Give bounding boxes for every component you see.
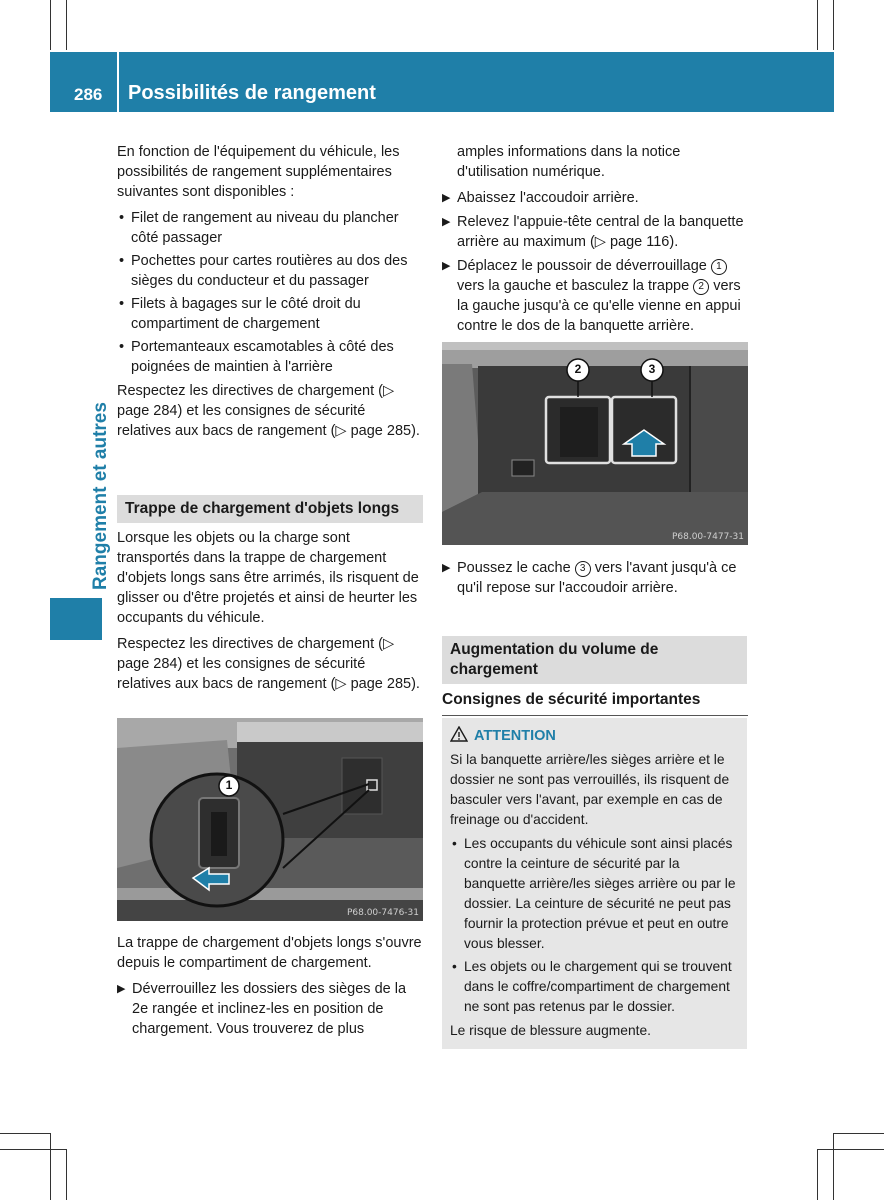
photo-code: P68.00-7477-31 xyxy=(671,532,744,542)
loading-guidelines-text: Respectez les directives de chargement (▷ page 284) et les consignes de sécurité relatives aux bacs de rangement (▷ page 285). xyxy=(117,636,420,692)
list-item xyxy=(117,337,423,377)
callout-3: 3 xyxy=(648,362,656,376)
callout-number: 1 xyxy=(711,259,727,275)
step-text: Poussez le cache xyxy=(457,560,571,576)
list-item xyxy=(117,251,423,291)
callout-1: 1 xyxy=(225,778,233,792)
crop-mark xyxy=(833,0,834,50)
list-item xyxy=(117,208,423,248)
chapter-tab xyxy=(50,598,102,640)
crop-mark xyxy=(50,0,51,50)
warning-heading xyxy=(450,726,739,746)
warning-text: Lorsque les objets ou la charge sont transportés dans la trappe de chargement d'objets longs sans être arrimés, ils risquent de glisser ou d'être projetés et ainsi de heurter les occupants du véhicule. xyxy=(117,530,419,626)
step-text: vers la gauche jusqu'à ce qu'elle vienne en appui contre le dos de la banquette arrière. xyxy=(457,278,741,334)
list-item xyxy=(450,957,739,1017)
warning-box xyxy=(442,718,747,1049)
crop-mark xyxy=(817,1149,818,1200)
crop-mark xyxy=(66,1149,67,1200)
crop-mark xyxy=(833,1133,834,1200)
callout-number: 2 xyxy=(693,279,709,295)
page-title: Possibilités de rangement xyxy=(128,82,376,104)
crop-mark xyxy=(66,0,67,50)
step-arrow-icon: ▶ xyxy=(117,983,126,995)
list-item xyxy=(450,834,739,954)
list-item-text: Filet de rangement au niveau du plancher côté passager xyxy=(131,210,399,246)
list-item-text: Les occupants du véhicule sont ainsi placés contre la ceinture de sécurité par la banquette arrière/les sièges arrière ou par le dossier. La ceinture de sécurité ne peut pas fournir la protection prévue et peut en outre vous blesser. xyxy=(464,836,736,951)
photo-code: P68.00-7476-31 xyxy=(346,908,419,918)
step-unlock-seats xyxy=(117,979,423,1039)
step-arrow-icon: ▶ xyxy=(442,192,451,204)
left-column-lower xyxy=(117,528,423,700)
left-column-bottom xyxy=(117,933,423,1043)
bullet-icon: • xyxy=(119,253,125,269)
continued-text: amples informations dans la notice d'utilisation numérique. xyxy=(457,144,681,180)
right-column xyxy=(442,142,748,340)
list-item-text: Portemanteaux escamotables à côté des poignées de maintien à l'arrière xyxy=(131,339,394,375)
trunk-photo-graphic xyxy=(117,718,423,921)
step-lower-armrest xyxy=(442,188,748,208)
bullet-icon: • xyxy=(452,959,457,974)
trunk-photo-graphic xyxy=(442,342,748,545)
list-item-text: Pochettes pour cartes routières au dos des sièges du conducteur et du passager xyxy=(131,253,408,289)
step-text: Déverrouillez les dossiers des sièges de la 2e rangée et inclinez-les en position de chargement. Vous trouverez de plus xyxy=(132,981,407,1037)
list-item-text: Filets à bagages sur le côté droit du compartiment de chargement xyxy=(131,296,361,332)
left-column xyxy=(117,142,423,447)
loading-guidelines-text: Respectez les directives de chargement (▷ page 284) et les consignes de sécurité relatives aux bacs de rangement (▷ page 285). xyxy=(117,383,420,439)
step-text: Déplacez le poussoir de déverrouillage xyxy=(457,258,707,274)
step-push-cover xyxy=(442,558,748,598)
warning-title: ATTENTION xyxy=(474,728,556,744)
chapter-label: Rangement et autres xyxy=(90,402,111,590)
list-item-text: Les objets ou le chargement qui se trouvent dans le coffre/compartiment de chargement ne sont pas retenus par le dossier. xyxy=(464,959,732,1014)
bullet-icon: • xyxy=(452,836,457,851)
crop-mark xyxy=(817,0,818,50)
crop-mark xyxy=(833,1133,884,1134)
callout-number: 3 xyxy=(575,561,591,577)
step-arrow-icon: ▶ xyxy=(442,216,451,228)
warning-outro: Le risque de blessure augmente. xyxy=(450,1023,651,1038)
step-arrow-icon: ▶ xyxy=(442,260,451,272)
hatch-open-text: La trappe de chargement d'objets longs s'ouvre depuis le compartiment de chargement. xyxy=(117,935,422,971)
page-number: 286 xyxy=(74,85,103,104)
storage-list xyxy=(117,208,423,377)
intro-text: En fonction de l'équipement du véhicule, les possibilités de rangement supplémentaires suivantes sont disponibles : xyxy=(117,144,400,200)
callout-2: 2 xyxy=(574,362,582,376)
step-text: Relevez l'appuie-tête central de la banquette arrière au maximum (▷ page 116). xyxy=(457,214,744,250)
trunk-photo-unlock xyxy=(117,718,423,921)
step-arrow-icon: ▶ xyxy=(442,562,451,574)
step-text: vers la gauche et basculez la trappe xyxy=(457,278,690,294)
crop-mark xyxy=(0,1149,66,1150)
list-item xyxy=(117,294,423,334)
warning-triangle-icon xyxy=(450,726,468,742)
step-move-release xyxy=(442,256,748,336)
warning-intro: Si la banquette arrière/les sièges arrière et le dossier ne sont pas verrouillés, ils risquent de basculer vers l'avant, par exemple en cas de freinage ou d'accident. xyxy=(450,752,730,827)
bullet-icon: • xyxy=(119,296,125,312)
right-column-middle xyxy=(442,558,748,602)
trunk-photo-hatch xyxy=(442,342,748,545)
bullet-icon: • xyxy=(119,210,125,226)
bullet-icon: • xyxy=(119,339,125,355)
step-text: Abaissez l'accoudoir arrière. xyxy=(457,190,639,206)
step-text: vers l'avant jusqu'à ce qu'il repose sur l'accoudoir arrière. xyxy=(457,560,737,596)
section-title-long-objects: Trappe de chargement d'objets longs xyxy=(117,495,423,523)
crop-mark xyxy=(817,1149,884,1150)
header-divider xyxy=(117,52,119,112)
section-title-capacity: Augmentation du volume de chargement xyxy=(442,636,747,684)
crop-mark xyxy=(50,1133,51,1200)
step-raise-headrest xyxy=(442,212,748,252)
crop-mark xyxy=(0,1133,50,1134)
warning-list xyxy=(450,834,739,1017)
safety-subheading: Consignes de sécurité importantes xyxy=(442,691,748,716)
